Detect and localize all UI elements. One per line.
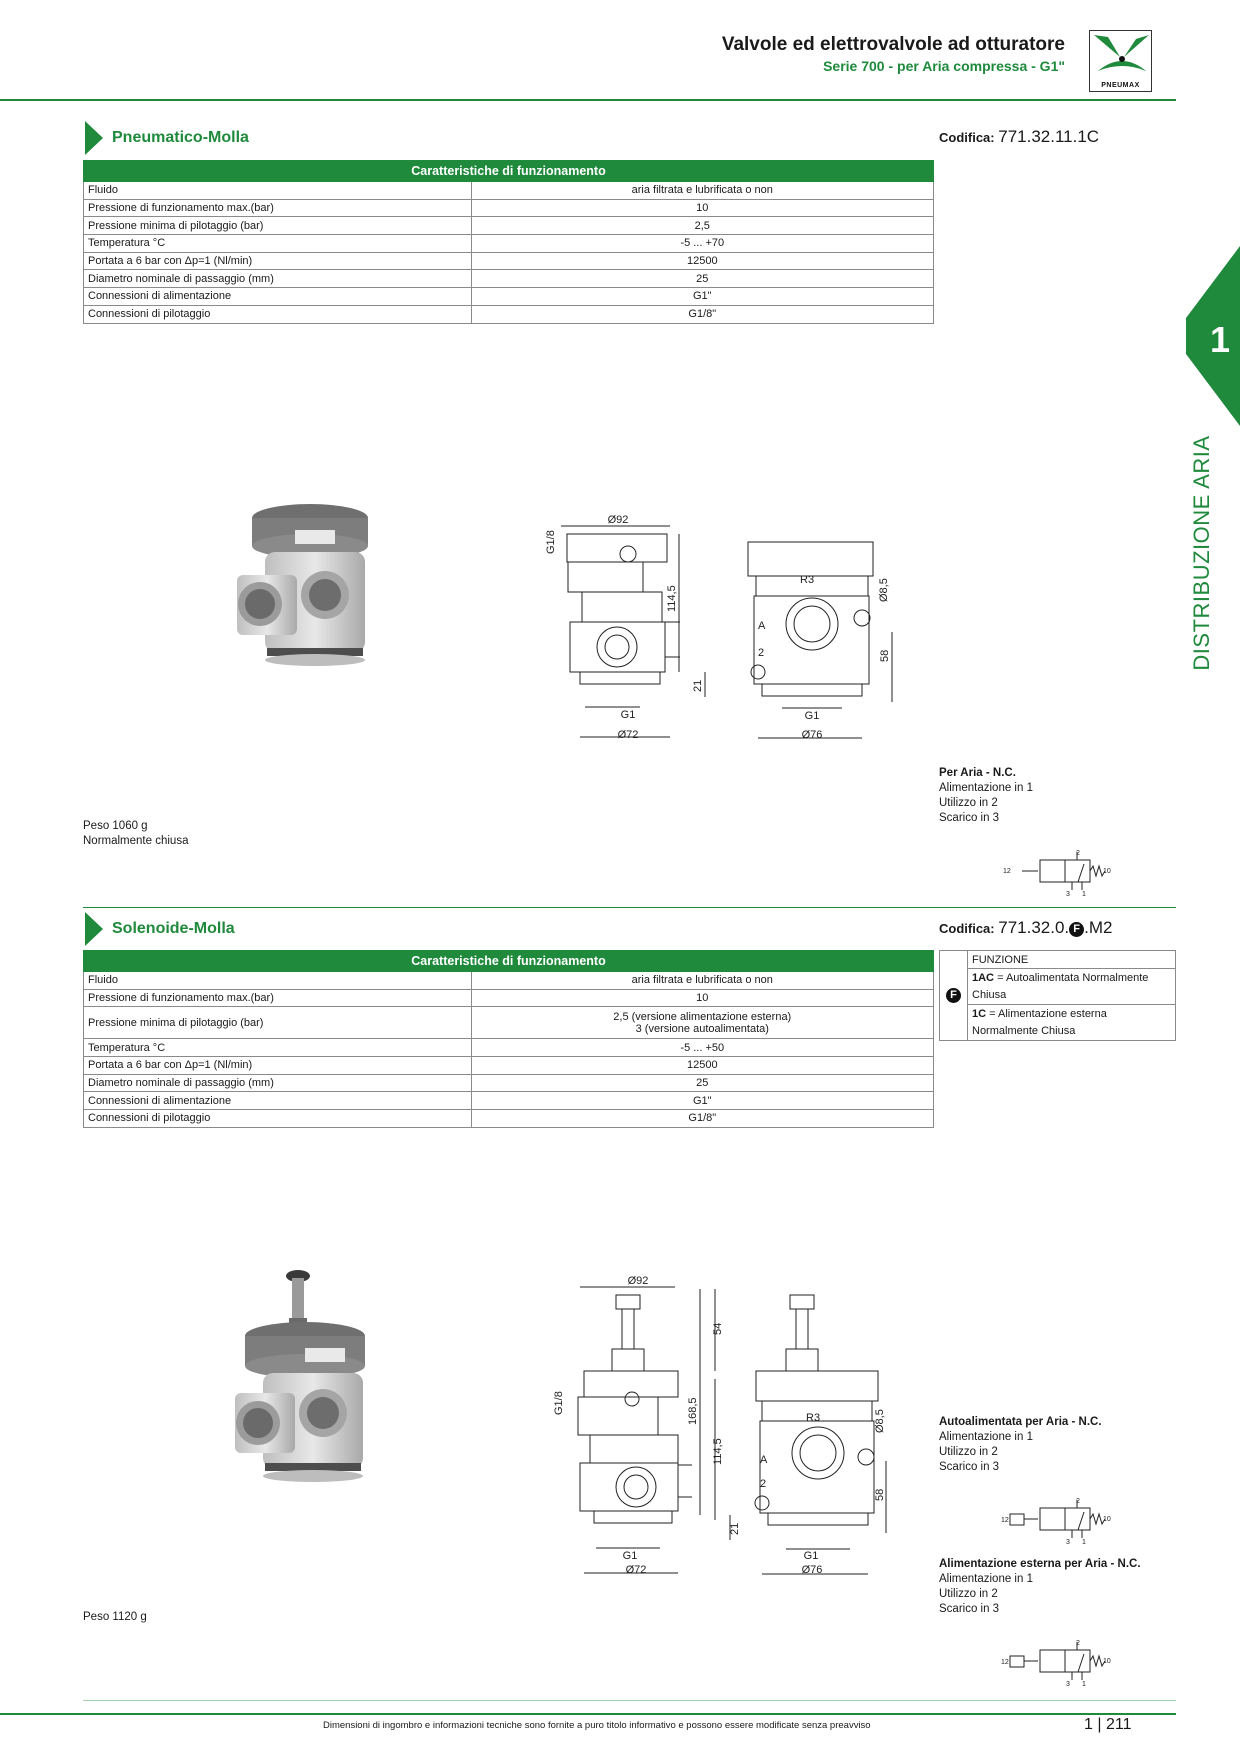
- symbol-port-10: 10: [1103, 1658, 1111, 1665]
- valve-photo: [225, 500, 375, 675]
- solenoid-symbol-icon: [1000, 1638, 1110, 1688]
- dim-d92: Ø92: [627, 1275, 649, 1287]
- section2-title: Solenoide-Molla: [112, 920, 235, 937]
- dim-d72: Ø72: [625, 1564, 647, 1576]
- page-title: Valvole ed elettrovalvole ad otturatore: [721, 34, 1065, 55]
- dim-h58: 58: [879, 649, 891, 662]
- dim-g1a: G1: [620, 709, 636, 721]
- table-row: Connessioni di pilotaggio G1/8": [84, 305, 934, 323]
- dim-d92: Ø92: [607, 514, 629, 526]
- symbol-port-12: 12: [1001, 1659, 1009, 1666]
- function-badge: F: [946, 988, 961, 1003]
- section-divider: [83, 907, 1176, 908]
- table-row: Temperatura °C -5 ... +70: [84, 235, 934, 253]
- dim-h54: 54: [712, 1322, 724, 1335]
- page-number: 1 | 211: [1084, 1716, 1132, 1733]
- table-row: Temperatura °C -5 ... +50: [84, 1039, 934, 1057]
- section1-note: Per Aria - N.C. Alimentazione in 1 Utilizzo in 2 Scarico in 3: [939, 767, 1033, 824]
- dim-d72: Ø72: [617, 729, 639, 741]
- dim-g18: G1/8: [545, 530, 557, 554]
- pneumax-logo: [1089, 30, 1152, 92]
- table-row: Diametro nominale di passaggio (mm) 25: [84, 270, 934, 288]
- symbol-port-12: 12: [1003, 868, 1011, 875]
- technical-drawing: [540, 512, 900, 747]
- pneumatic-symbol-icon: [1000, 848, 1110, 898]
- port-2: 2: [758, 647, 765, 659]
- symbol-port-3: 3: [1066, 891, 1070, 898]
- solenoid-symbol-icon: [1000, 1496, 1110, 1546]
- table-header: Caratteristiche di funzionamento: [84, 161, 934, 182]
- dim-g18: G1/8: [553, 1391, 565, 1415]
- dim-h1145: 114,5: [712, 1438, 724, 1465]
- symbol-port-1: 1: [1082, 1681, 1086, 1688]
- section2-spec-table: [83, 950, 934, 1128]
- symbol-port-2: 2: [1076, 1498, 1080, 1505]
- dim-d85: Ø8,5: [878, 578, 890, 602]
- dim-r3: R3: [800, 574, 815, 586]
- table-row: Pressione di funzionamento max.(bar) 10: [84, 199, 934, 217]
- page-subtitle: Serie 700 - per Aria compressa - G1": [823, 58, 1065, 74]
- table-row: Connessioni di alimentazione G1": [84, 1092, 934, 1110]
- footer-rule: [83, 1700, 1176, 1701]
- section-arrow-icon: [85, 912, 103, 946]
- function-table: F FUNZIONE 1AC = Autoalimentata Normalmente Chiusa 1C = Alimentazione esterna Normalmente Chiusa: [939, 950, 1176, 1041]
- port-2: 2: [760, 1478, 767, 1490]
- symbol-port-2: 2: [1076, 1640, 1080, 1647]
- section1-title: Pneumatico-Molla: [112, 129, 249, 146]
- chapter-tab: [1186, 246, 1240, 426]
- section1-spec-table: [83, 160, 934, 324]
- port-a: A: [760, 1454, 768, 1466]
- chapter-label: DISTRIBUZIONE ARIA: [1189, 434, 1214, 671]
- section1-codifica: Codifica: 771.32.11.1C: [939, 127, 1100, 146]
- table-row: Fluido aria filtrata e lubrificata o non: [84, 182, 934, 200]
- section2-note-auto: Autoalimentata per Aria - N.C. Alimentazione in 1 Utilizzo in 2 Scarico in 3: [939, 1416, 1102, 1473]
- port-a: A: [758, 620, 766, 632]
- table-row: Portata a 6 bar con Δp=1 (Nl/min) 12500: [84, 1057, 934, 1075]
- symbol-port-10: 10: [1103, 868, 1111, 875]
- dim-h58: 58: [874, 1488, 886, 1501]
- table-row: Pressione minima di pilotaggio (bar) 2,5 (versione alimentazione esterna) 3 (versione autoalimentata): [84, 1007, 934, 1039]
- table-row: Fluido aria filtrata e lubrificata o non: [84, 972, 934, 990]
- logo-mark-icon: [1090, 31, 1153, 81]
- dim-d76: Ø76: [801, 729, 823, 741]
- dim-d85: Ø8,5: [874, 1409, 886, 1433]
- dim-g1a: G1: [622, 1550, 638, 1562]
- symbol-port-1: 1: [1082, 891, 1086, 898]
- dim-r3: R3: [806, 1412, 821, 1424]
- section2-note-ext: Alimentazione esterna per Aria - N.C. Alimentazione in 1 Utilizzo in 2 Scarico in 3: [939, 1558, 1141, 1615]
- footer-bar: [0, 1713, 1176, 1715]
- dim-h21: 21: [692, 679, 704, 692]
- section2-weight: Peso 1120 g: [83, 1611, 147, 1623]
- table-row: Diametro nominale di passaggio (mm) 25: [84, 1074, 934, 1092]
- table-row: Connessioni di alimentazione G1": [84, 288, 934, 306]
- solenoid-valve-photo: [225, 1268, 375, 1493]
- table-row: Connessioni di pilotaggio G1/8": [84, 1110, 934, 1128]
- header-rule: [0, 99, 1176, 101]
- table-row: Pressione minima di pilotaggio (bar) 2,5: [84, 217, 934, 235]
- chapter-number: 1: [1210, 319, 1231, 360]
- symbol-port-2: 2: [1076, 850, 1080, 857]
- symbol-port-1: 1: [1082, 1539, 1086, 1546]
- dim-h1685: 168,5: [687, 1397, 699, 1425]
- symbol-port-3: 3: [1066, 1539, 1070, 1546]
- section1-weight: Peso 1060 g Normalmente chiusa: [83, 820, 189, 847]
- symbol-port-10: 10: [1103, 1516, 1111, 1523]
- technical-drawing: [550, 1275, 900, 1575]
- table-row: Pressione di funzionamento max.(bar) 10: [84, 989, 934, 1007]
- table-row: Portata a 6 bar con Δp=1 (Nl/min) 12500: [84, 252, 934, 270]
- dim-h1145: 114,5: [666, 585, 678, 612]
- dim-g1b: G1: [804, 710, 820, 722]
- symbol-port-3: 3: [1066, 1681, 1070, 1688]
- logo-text: PNEUMAX: [1101, 82, 1140, 89]
- dim-d76: Ø76: [801, 1564, 823, 1576]
- dim-h21: 21: [729, 1522, 741, 1535]
- section-arrow-icon: [85, 121, 103, 155]
- dim-g1b: G1: [803, 1550, 819, 1562]
- section2-codifica: Codifica: 771.32.0. F .M2: [939, 918, 1113, 937]
- table-header: Caratteristiche di funzionamento: [84, 951, 934, 972]
- symbol-port-12: 12: [1001, 1517, 1009, 1524]
- footer-disclaimer: Dimensioni di ingombro e informazioni tecniche sono fornite a puro titolo informativo e possono essere modificate senza preavviso: [323, 1720, 871, 1731]
